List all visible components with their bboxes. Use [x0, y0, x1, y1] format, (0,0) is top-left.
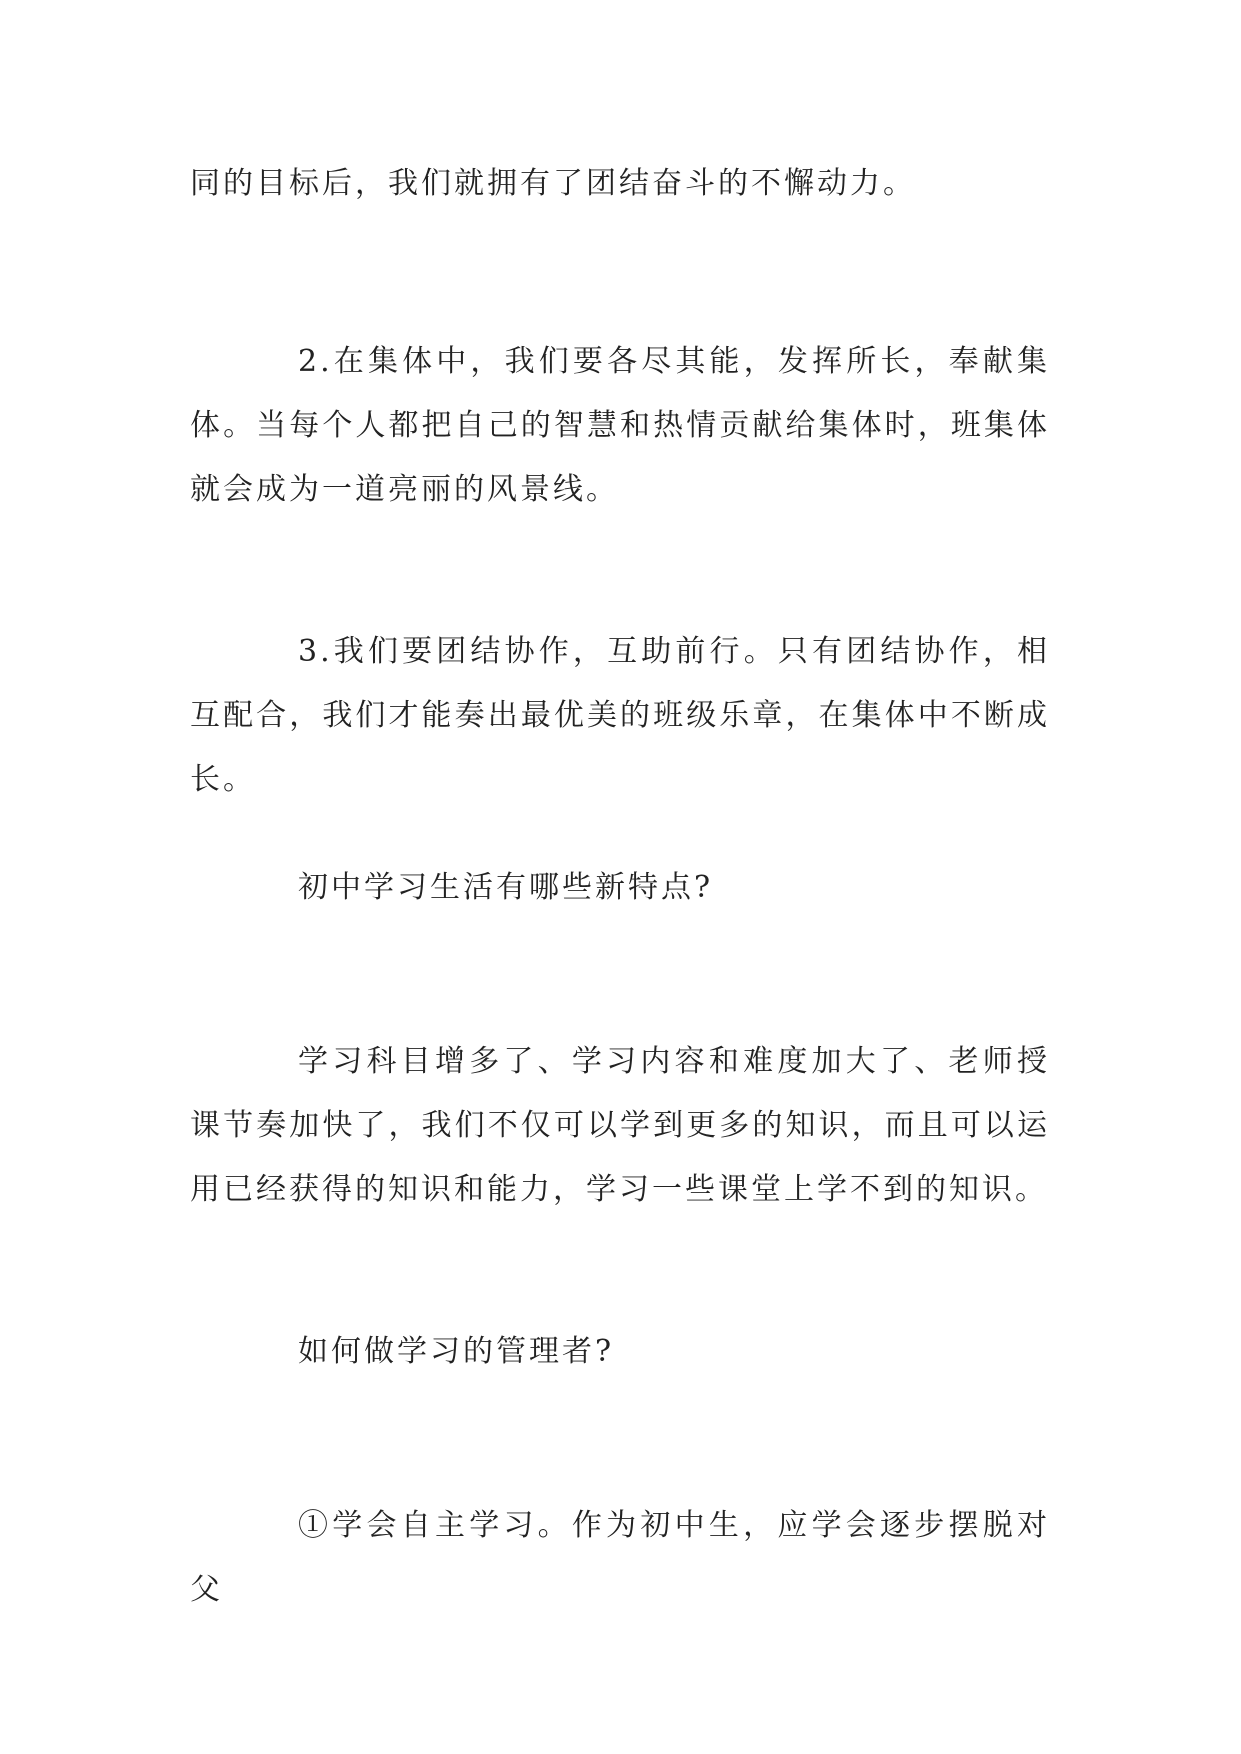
paragraph-continuation: 同的目标后，我们就拥有了团结奋斗的不懈动力。 — [190, 166, 916, 201]
paragraph-point-self-study: ①学会自主学习。作为初中生，应学会逐步摆脱对父 — [190, 1508, 1050, 1607]
paragraph-point-3: 3.我们要团结协作，互助前行。只有团结协作，相互配合，我们才能奏出最优美的班级乐章，在集体中不断成长。 — [190, 634, 1050, 797]
paragraph-answer-new-features: 学习科目增多了、学习内容和难度加大了、老师授课节奏加快了，我们不仅可以学到更多的知识，而且可以运用已经获得的知识和能力，学习一些课堂上学不到的知识。 — [190, 1044, 1050, 1207]
paragraph-point-2: 2.在集体中，我们要各尽其能，发挥所长，奉献集体。当每个人都把自己的智慧和热情贡献给集体时，班集体就会成为一道亮丽的风景线。 — [190, 344, 1050, 507]
question-heading-new-features: 初中学习生活有哪些新特点? — [298, 870, 714, 905]
question-heading-learning-manager: 如何做学习的管理者? — [298, 1334, 615, 1369]
